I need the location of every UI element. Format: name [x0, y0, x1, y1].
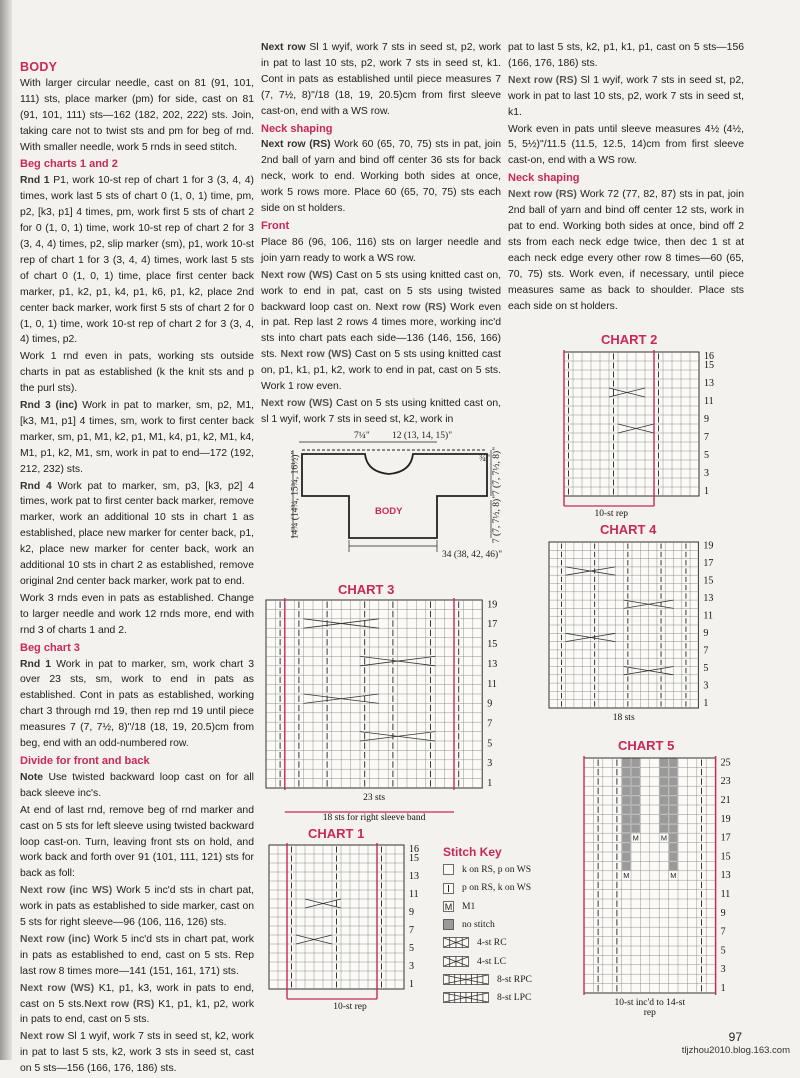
stitch-key-label: 8-st RPC [497, 973, 532, 985]
chart1-grid [265, 843, 430, 1013]
back-neck-paragraph: Next row (RS) Work 60 (65, 70, 75) sts in pat, join 2nd ball of yarn and bind off center 36 sts for back neck, work to end. Working both sides at once, work 5 rows more. Place 60 (65, 70, 75) sts each side on st holders. [261, 139, 501, 215]
chart2-row-number: 15 [704, 360, 714, 371]
chart1-row-number: 3 [409, 961, 414, 972]
chart5-no-stitch [632, 824, 640, 832]
schematic-neck-width: 7¼" [354, 431, 370, 441]
chart5-no-stitch [669, 815, 677, 823]
stitch-key-label: 8-st LPC [497, 992, 532, 1004]
chart2-row-number: 1 [704, 486, 709, 497]
stitch-key-item [443, 956, 506, 967]
p-icon [443, 883, 454, 894]
chart2-row-number: 11 [704, 396, 714, 407]
chart5-no-stitch [622, 834, 630, 842]
stitch-key-item [443, 919, 495, 930]
chart3 [262, 598, 502, 823]
chart5-no-stitch [669, 843, 677, 851]
stitch-key-label: no stitch [462, 918, 495, 930]
chart5-no-stitch [669, 824, 677, 832]
chart5-no-stitch [669, 777, 677, 785]
chart3-row-number: 3 [487, 758, 493, 770]
continued-paragraph: pat to last 5 sts, k2, p1, k1, p1, cast on 5 sts—156 (166, 176, 186) sts. [508, 42, 744, 69]
body-schematic [277, 430, 502, 565]
chart5-no-stitch [660, 768, 668, 776]
chart2-row-number: 16 [704, 351, 714, 362]
chart3-band-label: 18 sts for right sleeve band [322, 813, 426, 823]
front-ws-cast-on-paragraph: Next row (WS) Cast on 5 sts using knitted cast on, sl 1 wyif, work 7 sts in seed st, k2, work in [261, 397, 501, 425]
stitch-key-item [443, 974, 532, 985]
chart3-row-number: 5 [487, 738, 493, 750]
chart4-row-number: 5 [703, 662, 709, 674]
end-of-rnd-paragraph: At end of last rnd, remove beg of rnd marker and cast on 5 sts for left sleeve using twisted backward loop cast-on. Turn, leaving front sts on hold, and work back and forth over 91 (101, 111, 121) sts for back as foll: [20, 804, 254, 880]
chart2-row-number: 7 [704, 432, 709, 443]
key-swatch-cell [455, 993, 461, 1003]
next-row-ws-paragraph: Next row (WS) K1, p1, k3, work in pats to end, cast on 5 sts.Next row (RS) K1, p1, k1, p2, work in pats to end, cast on 5 sts. [20, 982, 255, 1026]
next-row-inc-paragraph: Next row (inc) Work 5 inc'd sts in chart pat, work in pats as established to end, cast on 5 sts. Rep last row 8 times more—141 (151, 161, 171) sts. [20, 933, 254, 977]
chart1-title: CHART 1 [308, 826, 365, 841]
chart2 [560, 350, 740, 525]
chart5-bottom-label: 10-st inc'd to 14-st [614, 998, 686, 1008]
schematic-sleeve-depth: 7 (7, 7½, 8)" [492, 446, 503, 496]
chart5-row-number: 7 [720, 926, 726, 938]
stitch-key-label: k on RS, p on WS [462, 864, 532, 875]
chart2-row-number: 13 [704, 378, 714, 389]
key-swatch-cell [472, 993, 478, 1003]
key-swatch-cell [444, 865, 454, 875]
chart3-row-number: 9 [487, 698, 493, 710]
chart5-no-stitch [632, 759, 640, 767]
key-swatch-cell [472, 975, 478, 985]
chart1-row-number: 7 [409, 925, 414, 936]
work-3-rnds-paragraph: Work 3 rnds even in pats as established. Change to larger needle and work 12 rnds more, end with rnd 3 of charts 1 and 2. [20, 592, 254, 636]
key-swatch-cell [444, 920, 454, 930]
chart5-no-stitch [622, 862, 630, 870]
chart5-row-number: 19 [720, 813, 731, 825]
chart3-rnd1-paragraph: Rnd 1 Work in pat to marker, sm, work chart 3 over 23 sts, sm, work to end in pats as established. Cont in pats as established, working chart 3 through rnd 19, then rep rnd 19 until piece measures 7 (7, 7½, 8)"/18 (18, 19, 20.5)cm from beg, end with an odd-numbered row. [20, 658, 254, 750]
chart5-bottom-label-2: rep [643, 1008, 656, 1018]
chart5-no-stitch [669, 796, 677, 804]
chart5-no-stitch [660, 759, 668, 767]
chart1-row-number: 1 [409, 979, 414, 990]
section-heading-front-neck: Neck shaping [508, 172, 580, 185]
front-rows-paragraph: Next row (WS) Cast on 5 sts using knitted cast on, work to end in pat, cast on 5 sts using twisted backward loop cast on. Next row (RS) Work even in pat. Rep last 2 rows 4 times more, working inc'd sts into chart pats each side—136 (146, 156, 166) sts. Next row (WS) Cast on 5 sts using knitted cast on, p1, k1, p1, k2, work to end in pat, cast on 5 sts. Work 1 row even. [261, 269, 502, 393]
schematic-width-bottom: 34 (38, 42, 46)" [442, 550, 503, 560]
rnd4-paragraph: Rnd 4 Work pat to marker, sm, p3, [k3, p2] 4 times, work pat to first center back marker, remove marker, work an additional 10 sts in chart 1 as established, place new marker for center back, p1, k2, place new marker for center back, work an additional 10 sts in chart 2 as established, remove original 2nd center back marker, work pat to end. [20, 480, 254, 587]
chart2-row-number: 5 [704, 450, 709, 461]
cable-8lpc-icon [443, 992, 489, 1003]
chart5-no-stitch [622, 787, 630, 795]
chart5-no-stitch [669, 768, 677, 776]
chart5-no-stitch [622, 824, 630, 832]
rnd1-paragraph: Rnd 1 P1, work 10-st rep of chart 1 for 3 (3, 4, 4) times, work last 5 sts of chart 0 (1, 0, 1) time, pm, p2, [k3, p1] 4 times, pm, work first 5 sts of chart 2 for 0 (1, 0, 1) time, work 10-st rep of chart 2 for 3 (3, 4, 4) times, p2, slip marker (sm), p1, work 10-st rep of chart 1 for 3 (3, 4, 4) times, work last 5 sts of chart 0 (1, 0, 1) time, place first center back marker, p1, k2, p1, k4, p1, k6, p1, k2, place 2nd center back marker, work first 5 sts of chart 2 for 0 (1, 0, 1) time, work 10-st rep of chart 2 for 3 (3, 4, 4) times, p2. [20, 175, 254, 346]
stitch-key-item [443, 992, 531, 1003]
work-1-rnd-paragraph: Work 1 rnd even in pats, working sts outside charts in pat as established (k the knit sts and p the purl sts). [20, 351, 254, 395]
key-m1-symbol: M [444, 901, 453, 912]
chart1-row-number: 11 [409, 889, 419, 900]
schematic-length: 14¾ (14¾, 15¾, 16½)" [290, 450, 301, 540]
chart5-no-stitch [632, 768, 640, 776]
chart5-row-number: 3 [720, 964, 726, 976]
chart1-row-number: 9 [409, 907, 414, 918]
section-heading-front: Front [261, 219, 290, 232]
front-paragraph: Place 86 (96, 106, 116) sts on larger needle and join yarn ready to work a WS row. [261, 236, 501, 264]
chart3-row-number: 17 [487, 619, 498, 631]
front-neck-paragraph: Next row (RS) Work 72 (77, 82, 87) sts in pat, join 2nd ball of yarn and bind off center 12 sts, work in pat to end. Working both sides at once, bind off 2 sts from each neck edge twice, then dec 1 st at each neck edge every other row 8 times—60 (65, 70, 75) sts. Work even, if necessary, until piece measures same as back to shoulder. Place sts each side on st holders. [508, 189, 744, 312]
k-icon [443, 864, 454, 875]
chart2-row-number: 3 [704, 468, 709, 479]
chart5-row-number: 15 [720, 851, 731, 863]
schematic-shoulder-width: 12 (13, 14, 15)" [392, 431, 453, 441]
stitch-key-label: 4-st RC [477, 937, 507, 949]
no-stitch-icon [443, 919, 454, 930]
chart5-no-stitch [669, 834, 677, 842]
chart5-row-number: 25 [720, 757, 731, 769]
chart5-no-stitch [622, 768, 630, 776]
schematic-neck-depth: ¾" [479, 454, 491, 464]
chart5-row-number: 9 [720, 907, 726, 919]
chart5-m1-mark: M [623, 871, 630, 881]
schematic-body-label: BODY [375, 506, 403, 517]
chart4-row-number: 3 [703, 680, 709, 692]
chart3-title: CHART 3 [338, 582, 395, 597]
chart5-no-stitch [622, 853, 630, 861]
chart5-no-stitch [660, 806, 668, 814]
chart5-no-stitch [622, 777, 630, 785]
chart1-row-number: 13 [409, 871, 419, 882]
chart3-row-number: 11 [487, 678, 497, 690]
footer-watermark: tljzhou2010.blog.163.com [681, 1045, 790, 1056]
rnd3-paragraph: Rnd 3 (inc) Work in pat to marker, sm, p2, M1, [k3, M1, p1] 4 times, sm, work to first center back marker, sm, p1, M1, k2, p1, M1, k4, p1, k2, M1, k4, M1, p1, k2, M1, sm, work in pat to end—172 (192, 212, 232) sts. [20, 400, 254, 475]
chart1-row-number: 15 [409, 853, 419, 864]
cable-4lc-icon [443, 956, 469, 967]
chart4-title: CHART 4 [600, 522, 657, 537]
chart3-row-number: 7 [487, 718, 493, 730]
stitch-key-item [443, 937, 507, 948]
next-row-paragraph: Next row Sl 1 wyif, work 7 sts in seed st, p2, work in pat to last 10 sts, p2, work 7 sts in seed st, k1. Cont in pats as established until piece measures 7 (7, 7½, 8)"/18 (18, 19, 20.5)cm from first sleeve cast-on, end with a WS row. [261, 42, 501, 117]
chart2-bottom-label: 10-st rep [594, 509, 629, 519]
chart5-no-stitch [660, 824, 668, 832]
chart3-row-number: 15 [487, 639, 498, 651]
chart4-row-number: 19 [703, 540, 714, 552]
stitch-key-title: Stitch Key [443, 845, 502, 859]
chart5 [580, 756, 740, 1019]
chart4-row-number: 17 [703, 557, 714, 569]
chart5-no-stitch [622, 806, 630, 814]
book-spine-shadow [0, 0, 12, 1060]
chart5-m1-mark: M [670, 871, 677, 881]
m1-icon [443, 901, 454, 912]
chart5-row-number: 23 [720, 776, 731, 788]
chart4-bottom-label: 18 sts [612, 713, 635, 723]
chart5-no-stitch [660, 787, 668, 795]
chart5-no-stitch [660, 815, 668, 823]
chart5-row-number: 5 [720, 945, 726, 957]
section-heading-beg-chart-3: Beg chart 3 [20, 641, 80, 654]
chart5-no-stitch [622, 843, 630, 851]
next-row-inc-ws-paragraph: Next row (inc WS) Work 5 inc'd sts in chart pat, work in pats as established to side marker, cast on 5 sts for right sleeve—96 (106, 116, 126) sts. [20, 885, 255, 929]
chart4-row-number: 13 [703, 592, 714, 604]
chart4-row-number: 7 [703, 645, 709, 657]
stitch-key-item [443, 882, 531, 893]
chart5-row-number: 21 [720, 795, 731, 806]
column-3 [508, 40, 744, 315]
chart5-no-stitch [622, 815, 630, 823]
section-heading-body: BODY [20, 60, 58, 74]
page-number: 97 [728, 1030, 742, 1044]
chart5-no-stitch [632, 796, 640, 804]
chart4-row-number: 9 [703, 627, 709, 639]
column-2 [261, 40, 501, 429]
chart3-row-number: 19 [487, 599, 498, 611]
chart5-row-number: 1 [720, 983, 726, 994]
stitch-key-label: M1 [462, 900, 476, 912]
chart2-grid [560, 350, 740, 520]
chart5-no-stitch [669, 853, 677, 861]
chart5-no-stitch [669, 759, 677, 767]
chart5-title: CHART 5 [618, 738, 675, 753]
body-paragraph: With larger circular needle, cast on 81 (91, 101, 111) sts, place marker (pm) for side, cast on 81 (91, 101, 111) sts—162 (182, 202, 222) sts. Join, taking care not to twist sts and pm for beg of rnd. With smaller needle, work 5 rnds in seed stitch. [20, 77, 254, 153]
stitch-key-label: 4-st LC [477, 955, 507, 967]
chart5-no-stitch [669, 787, 677, 795]
schematic-drawing [277, 430, 502, 565]
chart5-no-stitch [632, 806, 640, 814]
stitch-key-label: p on RS, k on WS [462, 882, 532, 894]
chart1 [265, 843, 430, 1018]
stitch-key-item [443, 901, 475, 912]
chart5-grid [580, 756, 740, 1018]
chart4-row-number: 1 [703, 698, 709, 709]
chart5-row-number: 13 [720, 870, 731, 882]
chart5-row-number: 11 [720, 889, 731, 900]
chart5-row-number: 17 [720, 832, 731, 844]
section-heading-back-neck: Neck shaping [261, 122, 333, 135]
chart5-no-stitch [622, 796, 630, 804]
next-row-sl1-paragraph: Next row Sl 1 wyif, work 7 sts in seed st, k2, work in pat to last 5 sts, k2, work 3 sts in seed st, cast on 5 sts—156 (166, 176, 186) sts. [20, 1031, 254, 1075]
chart3-row-number: 1 [487, 778, 493, 789]
chart5-no-stitch [669, 862, 677, 870]
chart3-row-number: 13 [487, 658, 498, 670]
stitch-key-item [443, 864, 531, 875]
chart5-no-stitch [632, 815, 640, 823]
chart5-no-stitch [622, 759, 630, 767]
schematic-lower-depth: 7 (7, 7½, 8)" [492, 494, 503, 544]
key-swatch-cell [455, 975, 461, 985]
chart5-no-stitch [669, 806, 677, 814]
chart5-no-stitch [632, 777, 640, 785]
section-heading-divide: Divide for front and back [20, 754, 150, 767]
work-even-paragraph: Work even in pats until sleeve measures 4½ (4½, 5, 5½)"/11.5 (11.5, 12.5, 14)cm from first sleeve cast-on, end with a WS row. [508, 123, 744, 167]
front-next-row-rs-paragraph: Next row (RS) Sl 1 wyif, work 7 sts in seed st, p2, work in pat to last 10 sts, p2, work 7 sts in seed st, k1. [508, 74, 744, 118]
chart5-m1-mark: M [632, 833, 639, 843]
cable-8rpc-icon [443, 974, 489, 985]
chart3-bottom-label: 23 sts [363, 793, 386, 803]
chart5-no-stitch [632, 787, 640, 795]
chart2-title: CHART 2 [601, 332, 658, 347]
chart4-row-number: 11 [703, 610, 714, 622]
chart4-grid [545, 540, 735, 730]
chart5-no-stitch [660, 777, 668, 785]
chart1-bottom-label: 10-st rep [333, 1002, 367, 1012]
cable-4rc-icon [443, 937, 469, 948]
chart5-no-stitch [660, 796, 668, 804]
chart2-row-number: 9 [704, 414, 709, 425]
chart4 [545, 540, 735, 735]
chart1-row-number: 16 [409, 844, 419, 855]
chart5-m1-mark: M [660, 833, 667, 843]
chart1-row-number: 5 [409, 943, 414, 954]
column-1 [20, 58, 254, 1078]
chart4-row-number: 15 [703, 575, 714, 587]
chart3-grid [262, 598, 502, 823]
section-heading-beg-charts-1-2: Beg charts 1 and 2 [20, 158, 118, 171]
note-paragraph: Note Use twisted backward loop cast on for all back sleeve inc's. [20, 771, 254, 799]
